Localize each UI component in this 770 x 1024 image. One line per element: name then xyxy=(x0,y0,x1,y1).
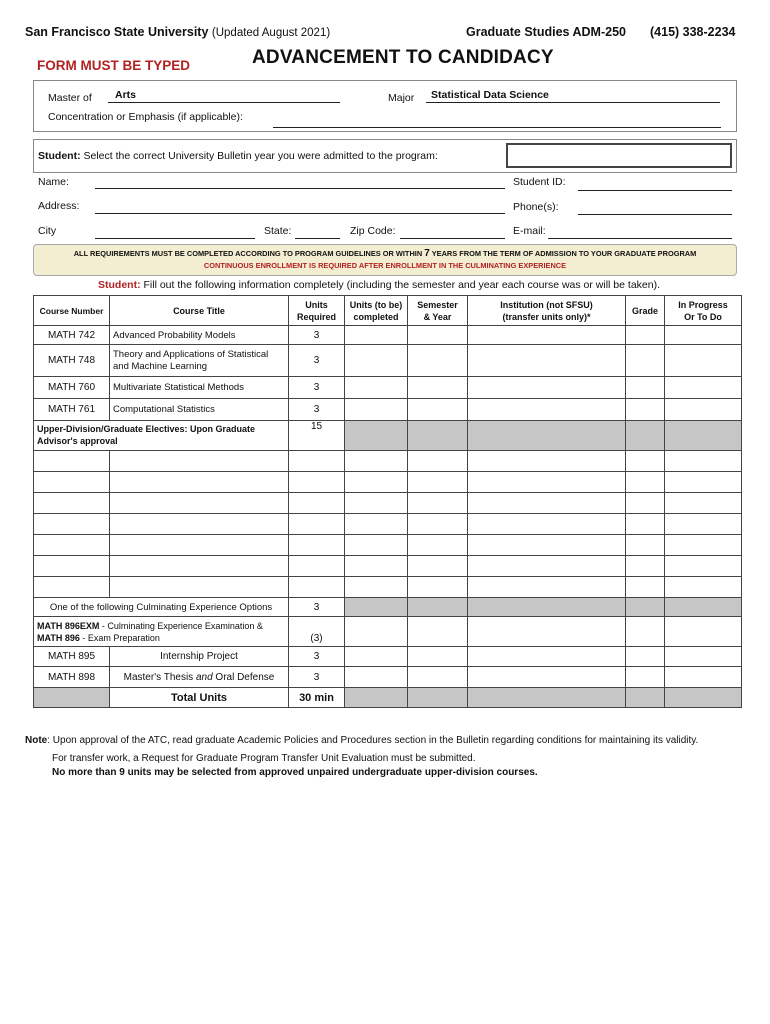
progress-cell[interactable] xyxy=(665,577,742,598)
institution-cell[interactable] xyxy=(468,326,626,345)
course-title: Internship Project xyxy=(110,647,289,667)
progress-cell[interactable] xyxy=(665,377,742,399)
units-completed-cell[interactable] xyxy=(345,345,408,377)
shaded-cell xyxy=(468,421,626,451)
institution-cell[interactable] xyxy=(468,399,626,421)
progress-cell[interactable] xyxy=(665,493,742,514)
units-completed-cell[interactable] xyxy=(345,667,408,688)
major-value[interactable]: Statistical Data Science xyxy=(431,89,549,101)
progress-cell[interactable] xyxy=(665,647,742,667)
culminating-title: One of the following Culminating Experience Options xyxy=(34,598,289,617)
semester-cell[interactable] xyxy=(408,535,468,556)
course-number: MATH 761 xyxy=(34,399,110,421)
major-label: Major xyxy=(388,92,415,104)
shaded-cell xyxy=(626,421,665,451)
shaded-cell xyxy=(665,421,742,451)
concentration-label: Concentration or Emphasis (if applicable): xyxy=(48,111,243,123)
culminating-units: 3 xyxy=(289,598,345,617)
course-title: Theory and Applications of Statistical and Machine Learning xyxy=(110,345,289,377)
progress-cell[interactable] xyxy=(665,514,742,535)
units-completed-cell[interactable] xyxy=(345,377,408,399)
page-title: ADVANCEMENT TO CANDIDACY xyxy=(252,47,554,68)
major-line xyxy=(426,102,720,103)
shaded-cell xyxy=(468,688,626,708)
elective-units-cell[interactable] xyxy=(289,577,345,598)
table-instruction: Student: Fill out the following information completely (including the semester and year each course was or will be taken). xyxy=(98,279,660,291)
culminating-row xyxy=(34,598,742,617)
phones-label: Phone(s): xyxy=(513,201,559,213)
elective-number-cell[interactable] xyxy=(34,556,110,577)
electives-row xyxy=(34,421,742,451)
shaded-cell xyxy=(626,598,665,617)
form-must-be-typed: FORM MUST BE TYPED xyxy=(37,58,191,73)
student-id-label: Student ID: xyxy=(513,176,566,188)
master-of-value[interactable]: Arts xyxy=(115,89,137,101)
elective-units-cell[interactable] xyxy=(289,556,345,577)
units-required: 3 xyxy=(289,345,345,377)
shaded-cell xyxy=(408,421,468,451)
progress-cell[interactable] xyxy=(665,617,742,647)
grade-cell[interactable] xyxy=(626,647,665,667)
semester-cell[interactable] xyxy=(408,647,468,667)
units-completed-cell[interactable] xyxy=(345,399,408,421)
program-box xyxy=(33,80,737,132)
units-completed-cell[interactable] xyxy=(345,451,408,472)
progress-cell[interactable] xyxy=(665,345,742,377)
city-field[interactable] xyxy=(95,238,255,239)
units-required: 3 xyxy=(289,399,345,421)
banner-line-1: ALL REQUIREMENTS MUST BE COMPLETED ACCORDING TO PROGRAM GUIDELINES OR WITHIN 7 YEARS FROM THE TERM OF ADMISSION TO YOUR GRADUATE PROGRAM xyxy=(73,248,697,259)
electives-units: 15 xyxy=(289,421,345,451)
header-course-title: Course Title xyxy=(110,296,289,326)
exam-units: (3) xyxy=(289,617,345,647)
total-units: 30 min xyxy=(289,688,345,708)
elective-entry-row xyxy=(34,577,742,598)
progress-cell[interactable] xyxy=(665,556,742,577)
phones-field[interactable] xyxy=(578,214,732,215)
shaded-cell xyxy=(408,688,468,708)
course-title: Computational Statistics xyxy=(110,399,289,421)
master-of-label: Master of xyxy=(48,92,92,104)
master-of-line xyxy=(108,102,340,103)
table-row xyxy=(34,647,742,667)
progress-cell[interactable] xyxy=(665,535,742,556)
institution-cell[interactable] xyxy=(468,451,626,472)
header-institution: Institution (not SFSU) (transfer units only)* xyxy=(468,296,626,326)
elective-title-cell[interactable] xyxy=(110,451,289,472)
semester-cell[interactable] xyxy=(408,345,468,377)
city-label: City xyxy=(38,225,57,237)
progress-cell[interactable] xyxy=(665,326,742,345)
elective-entry-row xyxy=(34,556,742,577)
grade-cell[interactable] xyxy=(626,577,665,598)
shaded-cell xyxy=(468,598,626,617)
semester-cell[interactable] xyxy=(408,493,468,514)
institution-cell[interactable] xyxy=(468,377,626,399)
table-row xyxy=(34,345,742,377)
course-number: MATH 748 xyxy=(34,345,110,377)
progress-cell[interactable] xyxy=(665,472,742,493)
units-required: 3 xyxy=(289,377,345,399)
elective-units-cell[interactable] xyxy=(289,514,345,535)
grade-cell[interactable] xyxy=(626,326,665,345)
institution-cell[interactable] xyxy=(468,617,626,647)
units-completed-cell[interactable] xyxy=(345,493,408,514)
grade-cell[interactable] xyxy=(626,535,665,556)
address-label: Address: xyxy=(38,200,80,212)
institution-cell[interactable] xyxy=(468,647,626,667)
elective-units-cell[interactable] xyxy=(289,493,345,514)
table-row xyxy=(34,399,742,421)
note-transfer: For transfer work, a Request for Graduate Program Transfer Unit Evaluation must be submitted. xyxy=(52,753,476,764)
units-completed-cell[interactable] xyxy=(345,617,408,647)
state-label: State: xyxy=(264,225,292,237)
table-row xyxy=(34,326,742,345)
elective-number-cell[interactable] xyxy=(34,535,110,556)
course-number: MATH 760 xyxy=(34,377,110,399)
elective-number-cell[interactable] xyxy=(34,514,110,535)
zip-field[interactable] xyxy=(400,238,505,239)
units-completed-cell[interactable] xyxy=(345,647,408,667)
shaded-cell xyxy=(34,688,110,708)
grade-cell[interactable] xyxy=(626,451,665,472)
elective-entry-row xyxy=(34,472,742,493)
name-field[interactable] xyxy=(95,188,505,189)
shaded-cell xyxy=(408,598,468,617)
table-header-row xyxy=(34,296,742,326)
course-number: MATH 742 xyxy=(34,326,110,345)
header-course-number: Course Number xyxy=(34,296,110,326)
elective-number-cell[interactable] xyxy=(34,493,110,514)
exam-title: MATH 896EXM - Culminating Experience Examination & MATH 896 - Exam Preparation xyxy=(34,617,289,647)
grade-cell[interactable] xyxy=(626,345,665,377)
concentration-field[interactable] xyxy=(273,127,721,128)
institution-cell[interactable] xyxy=(468,514,626,535)
header-progress: In Progress Or To Do xyxy=(665,296,742,326)
course-title: Advanced Probability Models xyxy=(110,326,289,345)
elective-entry-row xyxy=(34,493,742,514)
banner-line-2: CONTINUOUS ENROLLMENT IS REQUIRED AFTER ENROLLMENT IN THE CULMINATING EXPERIENCE xyxy=(203,261,567,270)
grade-cell[interactable] xyxy=(626,667,665,688)
progress-cell[interactable] xyxy=(665,667,742,688)
semester-cell[interactable] xyxy=(408,326,468,345)
header-updated: (Updated August 2021) xyxy=(211,27,331,39)
units-completed-cell[interactable] xyxy=(345,514,408,535)
grade-cell[interactable] xyxy=(626,472,665,493)
elective-units-cell[interactable] xyxy=(289,451,345,472)
bulletin-year-field[interactable] xyxy=(506,143,732,168)
elective-units-cell[interactable] xyxy=(289,535,345,556)
grade-cell[interactable] xyxy=(626,514,665,535)
elective-units-cell[interactable] xyxy=(289,472,345,493)
semester-cell[interactable] xyxy=(408,577,468,598)
shaded-cell xyxy=(665,688,742,708)
semester-cell[interactable] xyxy=(408,617,468,647)
electives-title: Upper-Division/Graduate Electives: Upon Graduate Advisor's approval xyxy=(34,421,289,451)
header-phone: (415) 338-2234 xyxy=(650,25,736,39)
elective-title-cell[interactable] xyxy=(110,493,289,514)
state-field[interactable] xyxy=(295,238,340,239)
semester-cell[interactable] xyxy=(408,667,468,688)
units-completed-cell[interactable] xyxy=(345,556,408,577)
elective-title-cell[interactable] xyxy=(110,556,289,577)
elective-number-cell[interactable] xyxy=(34,472,110,493)
semester-cell[interactable] xyxy=(408,399,468,421)
units-completed-cell[interactable] xyxy=(345,326,408,345)
shaded-cell xyxy=(626,688,665,708)
header-semester: Semester & Year xyxy=(408,296,468,326)
total-label: Total Units xyxy=(110,688,289,708)
exam-row xyxy=(34,617,742,647)
zip-label: Zip Code: xyxy=(350,225,396,237)
course-number: MATH 895 xyxy=(34,647,110,667)
institution-cell[interactable] xyxy=(468,667,626,688)
grade-cell[interactable] xyxy=(626,617,665,647)
grade-cell[interactable] xyxy=(626,493,665,514)
elective-entry-row xyxy=(34,535,742,556)
units-required: 3 xyxy=(289,667,345,688)
course-number: MATH 898 xyxy=(34,667,110,688)
semester-cell[interactable] xyxy=(408,472,468,493)
shaded-cell xyxy=(345,688,408,708)
address-field[interactable] xyxy=(95,213,505,214)
elective-number-cell[interactable] xyxy=(34,451,110,472)
semester-cell[interactable] xyxy=(408,514,468,535)
shaded-cell xyxy=(665,598,742,617)
institution-cell[interactable] xyxy=(468,556,626,577)
semester-cell[interactable] xyxy=(408,556,468,577)
requirements-banner xyxy=(33,244,737,276)
semester-cell[interactable] xyxy=(408,377,468,399)
elective-entry-row xyxy=(34,514,742,535)
elective-title-cell[interactable] xyxy=(110,514,289,535)
grade-cell[interactable] xyxy=(626,556,665,577)
elective-entry-row xyxy=(34,451,742,472)
institution-cell[interactable] xyxy=(468,535,626,556)
grade-cell[interactable] xyxy=(626,377,665,399)
note-approval: Note: Upon approval of the ATC, read graduate Academic Policies and Procedures section in the Bulletin regarding conditions for maintaining its validity. xyxy=(25,735,699,746)
note-upper-division: No more than 9 units may be selected from approved unpaired undergraduate upper-division courses. xyxy=(52,767,538,778)
units-completed-cell[interactable] xyxy=(345,577,408,598)
bulletin-label: Student: Select the correct University Bulletin year you were admitted to the program: xyxy=(38,150,438,162)
shaded-cell xyxy=(345,598,408,617)
email-field[interactable] xyxy=(548,238,732,239)
elective-number-cell[interactable] xyxy=(34,577,110,598)
name-label: Name: xyxy=(38,176,69,188)
elective-title-cell[interactable] xyxy=(110,472,289,493)
header-university: San Francisco State University (Updated August 2021) xyxy=(25,25,331,39)
units-completed-cell[interactable] xyxy=(345,472,408,493)
table-row xyxy=(34,667,742,688)
elective-title-cell[interactable] xyxy=(110,535,289,556)
institution-cell[interactable] xyxy=(468,493,626,514)
email-label: E-mail: xyxy=(513,225,546,237)
course-title: Master's Thesis and Oral Defense xyxy=(110,667,289,688)
institution-cell[interactable] xyxy=(468,345,626,377)
grade-cell[interactable] xyxy=(626,399,665,421)
progress-cell[interactable] xyxy=(665,399,742,421)
course-title: Multivariate Statistical Methods xyxy=(110,377,289,399)
header-units-required: Units Required xyxy=(289,296,345,326)
progress-cell[interactable] xyxy=(665,451,742,472)
institution-cell[interactable] xyxy=(468,472,626,493)
header-grade: Grade xyxy=(626,296,665,326)
header-form-id: Graduate Studies ADM-250 xyxy=(466,25,626,39)
elective-title-cell[interactable] xyxy=(110,577,289,598)
units-completed-cell[interactable] xyxy=(345,535,408,556)
semester-cell[interactable] xyxy=(408,451,468,472)
student-id-field[interactable] xyxy=(578,190,732,191)
table-row xyxy=(34,377,742,399)
header-units-completed: Units (to be) completed xyxy=(345,296,408,326)
units-required: 3 xyxy=(289,647,345,667)
institution-cell[interactable] xyxy=(468,577,626,598)
total-row xyxy=(34,688,742,708)
units-required: 3 xyxy=(289,326,345,345)
course-table xyxy=(33,295,742,708)
shaded-cell xyxy=(345,421,408,451)
